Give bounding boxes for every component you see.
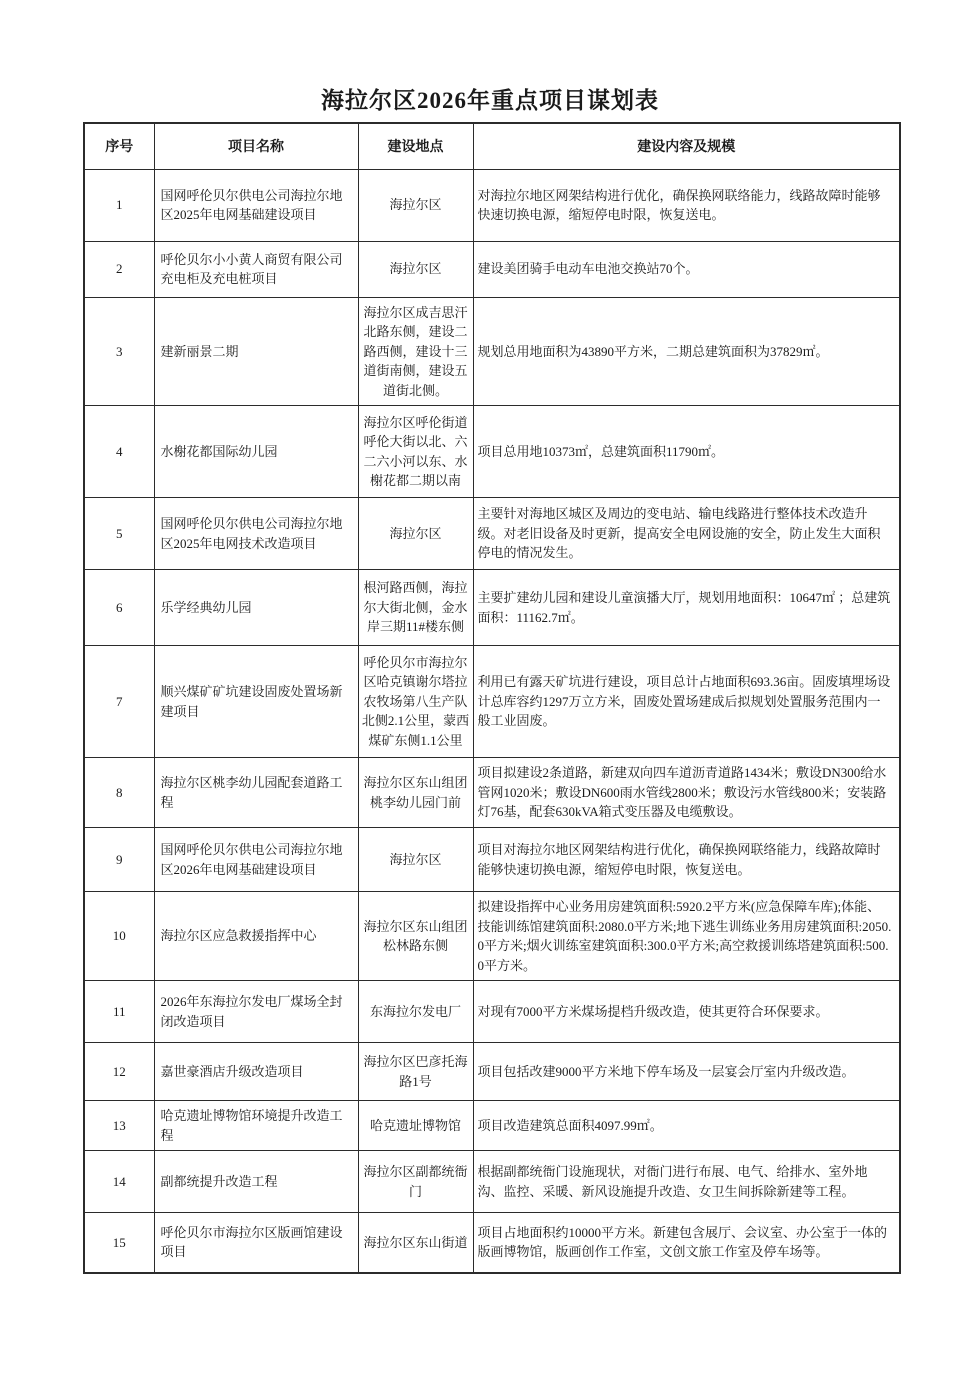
cell-content-scale: 项目占地面积约10000平方米。新建包含展厅、会议室、办公室于一体的版画博物馆，版画创作工作室，文创文旅工作室及停车场等。 — [473, 1213, 900, 1273]
cell-content-scale: 项目拟建设2条道路，新建双向四车道沥青道路1434米；敷设DN300给水管网1020米；敷设DN600雨水管线2800米；敷设污水管线800米；安装路灯76基，配套630kVA箱式变压器及电缆敷设。 — [473, 758, 900, 828]
cell-serial-number: 3 — [84, 297, 154, 406]
table-row — [84, 1101, 900, 1151]
table-row — [84, 241, 900, 297]
cell-location: 东海拉尔发电厂 — [358, 981, 473, 1043]
table-row — [84, 646, 900, 758]
table-row — [84, 1151, 900, 1213]
cell-location: 海拉尔区 — [358, 241, 473, 297]
cell-location: 海拉尔区 — [358, 498, 473, 570]
cell-content-scale: 对现有7000平方米煤场提档升级改造，使其更符合环保要求。 — [473, 981, 900, 1043]
table-row — [84, 981, 900, 1043]
cell-project-name: 国网呼伦贝尔供电公司海拉尔地区2026年电网基础建设项目 — [154, 828, 358, 892]
cell-serial-number: 4 — [84, 406, 154, 498]
cell-content-scale: 项目对海拉尔地区网架结构进行优化，确保换网联络能力，线路故障时能够快速切换电源，缩短停电时限，恢复送电。 — [473, 828, 900, 892]
cell-location: 海拉尔区成吉思汗北路东侧，建设二路西侧，建设十三道街南侧，建设五道街北侧。 — [358, 297, 473, 406]
cell-location: 海拉尔区东山组团桃李幼儿园门前 — [358, 758, 473, 828]
header-cell-location: 建设地点 — [358, 123, 473, 169]
cell-serial-number: 7 — [84, 646, 154, 758]
table-row — [84, 892, 900, 981]
cell-project-name: 国网呼伦贝尔供电公司海拉尔地区2025年电网基础建设项目 — [154, 169, 358, 241]
cell-project-name: 建新丽景二期 — [154, 297, 358, 406]
cell-serial-number: 15 — [84, 1213, 154, 1273]
cell-content-scale: 根据副都统衙门设施现状，对衙门进行布展、电气、给排水、室外地沟、监控、采暖、新风设施提升改造、女卫生间拆除新建等工程。 — [473, 1151, 900, 1213]
table-row — [84, 297, 900, 406]
cell-serial-number: 5 — [84, 498, 154, 570]
table-row — [84, 406, 900, 498]
cell-serial-number: 11 — [84, 981, 154, 1043]
cell-project-name: 呼伦贝尔市海拉尔区版画馆建设项目 — [154, 1213, 358, 1273]
cell-content-scale: 建设美团骑手电动车电池交换站70个。 — [473, 241, 900, 297]
cell-location: 呼伦贝尔市海拉尔区哈克镇谢尔塔拉农牧场第八生产队北侧2.1公里，蒙西煤矿东侧1.1公里 — [358, 646, 473, 758]
cell-serial-number: 8 — [84, 758, 154, 828]
cell-project-name: 2026年东海拉尔发电厂煤场全封闭改造项目 — [154, 981, 358, 1043]
cell-serial-number: 2 — [84, 241, 154, 297]
cell-serial-number: 13 — [84, 1101, 154, 1151]
cell-project-name: 嘉世豪酒店升级改造项目 — [154, 1043, 358, 1101]
cell-project-name: 呼伦贝尔小小黄人商贸有限公司充电柜及充电桩项目 — [154, 241, 358, 297]
cell-location: 海拉尔区副都统衙门 — [358, 1151, 473, 1213]
cell-location: 哈克遗址博物馆 — [358, 1101, 473, 1151]
cell-serial-number: 6 — [84, 570, 154, 646]
cell-project-name: 海拉尔区应急救援指挥中心 — [154, 892, 358, 981]
cell-serial-number: 12 — [84, 1043, 154, 1101]
table-header — [84, 123, 900, 169]
cell-project-name: 乐学经典幼儿园 — [154, 570, 358, 646]
cell-project-name: 国网呼伦贝尔供电公司海拉尔地区2025年电网技术改造项目 — [154, 498, 358, 570]
cell-content-scale: 拟建设指挥中心业务用房建筑面积:5920.2平方米(应急保障车库);体能、技能训练馆建筑面积:2080.0平方米;地下逃生训练业务用房建筑面积:2050.0平方米;烟火训练室建筑面积:300.0平方米;高空救援训练塔建筑面积:500.0平方米。 — [473, 892, 900, 981]
cell-serial-number: 14 — [84, 1151, 154, 1213]
cell-content-scale: 项目包括改建9000平方米地下停车场及一层宴会厅室内升级改造。 — [473, 1043, 900, 1101]
cell-location: 根河路西侧，海拉尔大街北侧，金水岸三期11#楼东侧 — [358, 570, 473, 646]
table-row — [84, 498, 900, 570]
table-row — [84, 1213, 900, 1273]
cell-serial-number: 9 — [84, 828, 154, 892]
header-row — [84, 123, 900, 169]
cell-location: 海拉尔区呼伦街道呼伦大街以北、六二六小河以东、水榭花都二期以南 — [358, 406, 473, 498]
projects-table — [83, 122, 901, 1274]
cell-location: 海拉尔区东山组团松林路东侧 — [358, 892, 473, 981]
table-row — [84, 1043, 900, 1101]
page-title: 海拉尔区2026年重点项目谋划表 — [321, 88, 659, 113]
cell-project-name: 副都统提升改造工程 — [154, 1151, 358, 1213]
header-cell-name: 项目名称 — [154, 123, 358, 169]
cell-location: 海拉尔区东山街道 — [358, 1213, 473, 1273]
table-row — [84, 828, 900, 892]
table-row — [84, 758, 900, 828]
table-row — [84, 570, 900, 646]
cell-project-name: 顺兴煤矿矿坑建设固废处置场新建项目 — [154, 646, 358, 758]
table-row — [84, 169, 900, 241]
table-body — [84, 169, 900, 1273]
cell-content-scale: 主要针对海地区城区及周边的变电站、输电线路进行整体技术改造升级。对老旧设备及时更新，提高安全电网设施的安全，防止发生大面积停电的情况发生。 — [473, 498, 900, 570]
cell-content-scale: 对海拉尔地区网架结构进行优化，确保换网联络能力，线路故障时能够快速切换电源，缩短停电时限，恢复送电。 — [473, 169, 900, 241]
cell-location: 海拉尔区巴彦托海路1号 — [358, 1043, 473, 1101]
cell-content-scale: 项目总用地10373㎡，总建筑面积11790㎡。 — [473, 406, 900, 498]
cell-project-name: 水榭花都国际幼儿园 — [154, 406, 358, 498]
cell-content-scale: 项目改造建筑总面积4097.99㎡。 — [473, 1101, 900, 1151]
header-cell-content: 建设内容及规模 — [473, 123, 900, 169]
cell-content-scale: 利用已有露天矿坑进行建设，项目总计占地面积693.36亩。固废填埋场设计总库容约1297万立方米，固废处置场建成后拟规划处置服务范围内一般工业固废。 — [473, 646, 900, 758]
cell-content-scale: 规划总用地面积为43890平方米，二期总建筑面积为37829㎡。 — [473, 297, 900, 406]
cell-project-name: 海拉尔区桃李幼儿园配套道路工程 — [154, 758, 358, 828]
cell-location: 海拉尔区 — [358, 828, 473, 892]
cell-project-name: 哈克遗址博物馆环境提升改造工程 — [154, 1101, 358, 1151]
cell-location: 海拉尔区 — [358, 169, 473, 241]
header-cell-no: 序号 — [84, 123, 154, 169]
cell-serial-number: 1 — [84, 169, 154, 241]
cell-content-scale: 主要扩建幼儿园和建设儿童演播大厅，规划用地面积：10647㎡ ；总建筑面积：11162.7㎡。 — [473, 570, 900, 646]
cell-serial-number: 10 — [84, 892, 154, 981]
